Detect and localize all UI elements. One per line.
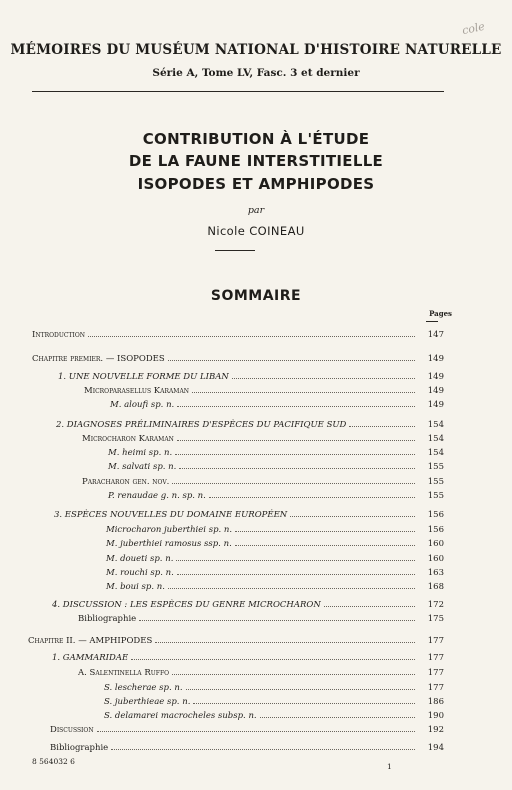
toc-page: 163: [427, 568, 444, 578]
article-title-line-3: ISOPODES ET AMPHIPODES: [137, 175, 375, 193]
toc-entry-species: [106, 552, 444, 564]
handwritten-mark: cole: [460, 19, 486, 38]
toc-label: M. aloufi sp. n.: [110, 400, 175, 410]
toc-page: 175: [427, 614, 444, 624]
toc-page: 177: [427, 683, 444, 693]
toc-page: 149: [427, 400, 444, 410]
series-subtitle: Série A, Tome LV, Fasc. 3 et dernier: [152, 67, 360, 79]
toc-page: 160: [427, 554, 444, 564]
toc-page: 186: [427, 697, 444, 707]
toc-page: 168: [427, 582, 444, 592]
toc-label: A. Salentinella Ruffo: [78, 668, 170, 678]
author-name: Nicole COINEAU: [207, 224, 305, 238]
toc-entry-species: [106, 523, 444, 535]
toc-page: 149: [427, 354, 444, 364]
toc-entry-species: [110, 398, 444, 410]
toc-page: 154: [427, 434, 444, 444]
toc-entry-species: [104, 709, 444, 721]
toc-page: 155: [427, 491, 444, 501]
toc-entry-bibliography: [78, 612, 444, 624]
toc-label: Introduction: [32, 330, 86, 340]
toc-entry-section: [52, 651, 444, 663]
by-line: par: [247, 205, 265, 216]
toc-entry-species: [106, 580, 444, 592]
toc-page: 147: [427, 330, 444, 340]
sommaire-heading: SOMMAIRE: [210, 288, 302, 304]
toc-label: M. doueti sp. n.: [106, 554, 174, 564]
toc-label: Microparasellus Karaman: [84, 386, 190, 396]
toc-label: S. delamarei macrocheles subsp. n.: [104, 711, 257, 721]
toc-entry-chapter-1: [32, 352, 444, 364]
series-title: MÉMOIRES DU MUSÉUM NATIONAL D'HISTOIRE NATURELLE: [10, 42, 502, 58]
toc-label: 1. GAMMARIDAE: [52, 653, 129, 663]
toc-label: Bibliographie: [78, 614, 137, 624]
toc-entry-species: [104, 695, 444, 707]
toc-label: 3. ESPÈCES NOUVELLES DU DOMAINE EUROPÉEN: [54, 510, 288, 520]
toc-label: M. heimi sp. n.: [108, 448, 173, 458]
toc-page: 190: [427, 711, 444, 721]
toc-page: 149: [427, 386, 444, 396]
toc-label: Bibliographie: [50, 743, 109, 753]
toc-label: Chapitre II. — AMPHIPODES: [28, 636, 153, 646]
toc-label: 2. DIAGNOSES PRÉLIMINAIRES D'ESPÈCES DU PACIFIQUE SUD: [56, 420, 347, 430]
toc-entry-chapter-2: [28, 634, 444, 646]
toc-entry-introduction: [32, 328, 444, 340]
toc-page: 177: [427, 636, 444, 646]
toc-page: 160: [427, 539, 444, 549]
header-rule: [32, 91, 444, 92]
toc-entry-species: [108, 489, 444, 501]
toc-page: 155: [427, 462, 444, 472]
toc-entry-section: [52, 598, 444, 610]
toc-label: P. renaudae g. n. sp. n.: [108, 491, 206, 501]
toc-page: 155: [427, 477, 444, 487]
toc-label: Paracharon gen. nov.: [82, 477, 170, 487]
toc-entry-genus: [82, 475, 444, 487]
toc-page: 172: [427, 600, 444, 610]
toc-page: 177: [427, 653, 444, 663]
article-title-line-1: CONTRIBUTION À L'ÉTUDE: [142, 130, 370, 148]
toc-entry-species: [106, 537, 444, 549]
toc-entry-species: [104, 681, 444, 693]
toc-entry-genus: [78, 666, 444, 678]
toc-entry-section: [56, 418, 444, 430]
toc-entry-section: [54, 508, 444, 520]
toc-page: 156: [427, 510, 444, 520]
article-title-line-2: DE LA FAUNE INTERSTITIELLE: [128, 152, 384, 170]
toc-entry-genus: [84, 384, 444, 396]
toc-page: 156: [427, 525, 444, 535]
toc-page: 154: [427, 448, 444, 458]
toc-label: Microcharon juberthiei sp. n.: [106, 525, 233, 535]
toc-entry-discussion: [50, 723, 444, 735]
toc-label: M. boui sp. n.: [106, 582, 165, 592]
pages-column-rule: [426, 321, 438, 322]
toc-label: S. lescherae sp. n.: [104, 683, 183, 693]
pages-column-header: Pages: [429, 309, 452, 318]
toc-entry-section: [58, 370, 444, 382]
author-rule: [215, 250, 255, 251]
toc-page: 154: [427, 420, 444, 430]
toc-entry-species: [108, 460, 444, 472]
toc-label: Discussion: [50, 725, 94, 735]
toc-page: 192: [427, 725, 444, 735]
toc-entry-genus: [82, 432, 444, 444]
toc-label: 1. UNE NOUVELLE FORME DU LIBAN: [58, 372, 229, 382]
toc-page: 194: [427, 743, 444, 753]
toc-label: M. salvati sp. n.: [108, 462, 177, 472]
toc-entry-species: [106, 566, 444, 578]
toc-label: Microcharon Karaman: [82, 434, 174, 444]
toc-label: S. juberthieae sp. n.: [104, 697, 191, 707]
toc-label: 4. DISCUSSION : LES ESPÈCES DU GENRE MICROCHARON: [52, 600, 321, 610]
printer-code: 8 564032 6: [32, 757, 75, 766]
toc-label: M. rouchi sp. n.: [106, 568, 174, 578]
page-number: 1: [387, 762, 392, 771]
toc-entry-species: [108, 446, 444, 458]
toc-page: 177: [427, 668, 444, 678]
toc-page: 149: [427, 372, 444, 382]
toc-entry-bibliography: [50, 741, 444, 753]
toc-label: Chapitre premier. — ISOPODES: [32, 354, 165, 364]
toc-label: M. juberthiei ramosus ssp. n.: [106, 539, 232, 549]
